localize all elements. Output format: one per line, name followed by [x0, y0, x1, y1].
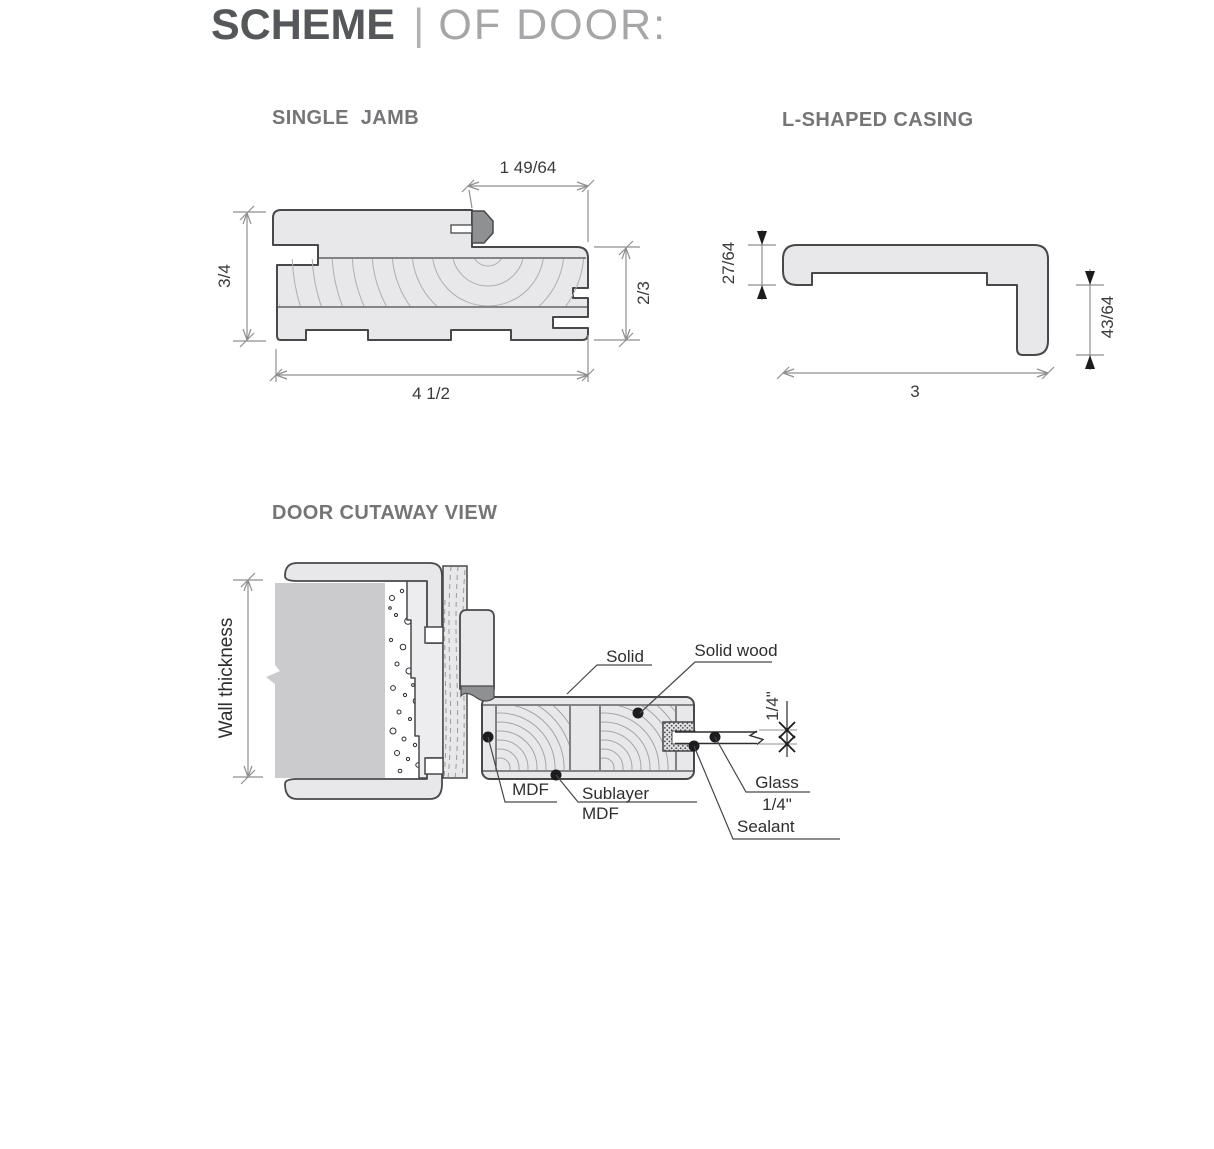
solid-wood-dot	[633, 708, 644, 719]
jamb-profile	[273, 210, 588, 340]
l-casing-drawing	[748, 230, 1104, 379]
glass-thickness-dim-label: 1/4"	[763, 691, 782, 721]
casing-dim-bottom: 3	[910, 382, 920, 401]
solid-leader	[567, 665, 652, 694]
mdf-label: MDF	[512, 780, 549, 799]
bottom-casing-foot-notch	[425, 758, 443, 774]
jamb-dim-left: 3/4	[215, 264, 234, 288]
sublayer-label-line2: MDF	[582, 804, 619, 823]
jamb-dim-right: 2/3	[634, 281, 653, 305]
door-panel	[482, 697, 694, 779]
jamb-seal-kerf-slot	[451, 225, 472, 233]
jamb-dim-bottom: 4 1/2	[412, 384, 450, 403]
page-title	[211, 0, 667, 50]
solid-label: Solid	[606, 647, 644, 666]
jamb-dim-top: 1 49/64	[499, 158, 557, 177]
title-separator: |	[412, 0, 425, 49]
glass-label-line1: Glass	[755, 773, 799, 792]
door-stop	[460, 610, 494, 689]
jamb-seal-arrow	[472, 211, 493, 243]
wall-thickness-label: Wall thickness	[216, 617, 237, 739]
glass-label-line2: 1/4"	[762, 795, 792, 814]
casing-profile	[783, 245, 1048, 355]
single-jamb-heading: SINGLE JAMB	[272, 107, 420, 129]
sublayer-label-line1: Sublayer	[582, 784, 650, 803]
top-casing-foot-notch	[425, 627, 443, 643]
casing-dim-right: 43/64	[1098, 295, 1117, 339]
title-secondary: OF DOOR:	[438, 1, 668, 49]
casing-dim-left: 27/64	[719, 241, 738, 285]
l-casing-heading: L-SHAPED CASING	[782, 109, 974, 131]
solid-wood-label: Solid wood	[694, 641, 778, 660]
cutaway-heading: DOOR CUTAWAY VIEW	[272, 502, 498, 524]
sealant-label: Sealant	[737, 817, 795, 836]
title-primary: SCHEME	[211, 1, 395, 49]
wall-section	[266, 583, 385, 778]
